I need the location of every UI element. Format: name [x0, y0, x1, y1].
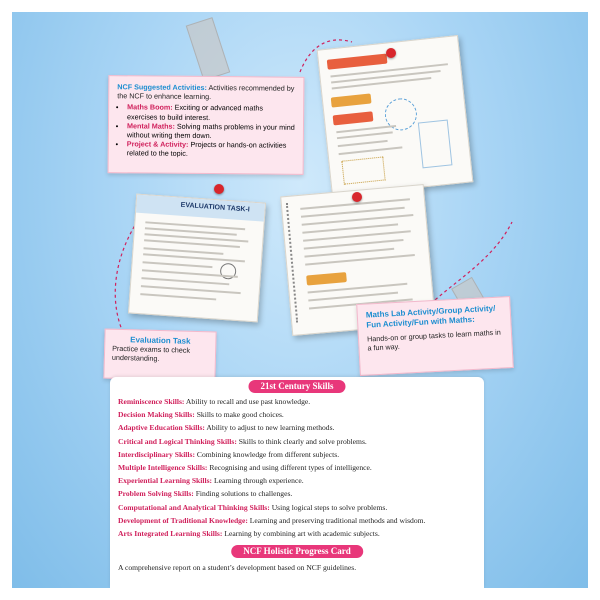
ncf-note-desc: Activities recommended by the NCF to enhance learning.	[117, 83, 295, 102]
ncf-activity-list	[117, 103, 295, 160]
book-page-thumbnail	[317, 35, 474, 197]
skills-list	[118, 395, 480, 540]
evaluation-task-note	[103, 329, 216, 382]
heading-bar	[327, 54, 388, 70]
pin-icon	[386, 48, 396, 58]
skills-panel	[110, 377, 484, 588]
report-text: A comprehensive report on a student’s development based on NCF guidelines.	[118, 563, 357, 572]
ncf-note-title: NCF Suggested Activities:	[117, 82, 207, 93]
skills-heading: 21st Century Skills	[248, 380, 345, 393]
list-item: Experiential Learning Skills: Learning through experience.	[118, 476, 304, 486]
ncf-activities-note	[108, 75, 305, 175]
pin-icon	[352, 192, 362, 202]
list-item: Critical and Logical Thinking Skills: Skills to think clearly and solve problems.	[118, 436, 367, 446]
evaluation-page-thumbnail	[128, 194, 266, 323]
list-item: Development of Traditional Knowledge: Learning and preserving traditional methods and wisdom.	[118, 515, 426, 525]
report-heading: NCF Holistic Progress Card	[231, 545, 363, 558]
list-item: • Project & Activity: Projects or hands-on activities related to the topic.	[127, 140, 295, 160]
list-item: • Maths Boom: Exciting or advanced maths exercises to build interest.	[127, 103, 295, 123]
figure-rect	[418, 120, 453, 169]
list-item: Decision Making Skills: Skills to make good choices.	[118, 410, 284, 420]
list-item: Reminiscence Skills: Ability to recall and use past knowledge.	[118, 397, 311, 406]
maths-lab-note-title: Maths Lab Activity/Group Activity/ Fun Activity/Fun with Maths:	[365, 303, 496, 330]
list-item: Interdisciplinary Skills: Combining knowledge from different subjects.	[118, 449, 340, 459]
list-item: Multiple Intelligence Skills: Recognising and using different types of intelligence.	[118, 463, 372, 473]
page	[12, 12, 588, 588]
list-item: Arts Integrated Learning Skills: Learning by combining art with academic subjects.	[118, 529, 380, 539]
tape	[186, 17, 231, 81]
pin-icon	[214, 184, 224, 194]
evaluation-note-text: Practice exams to check understanding.	[111, 343, 191, 364]
evaluation-note-title: Evaluation Task	[130, 335, 191, 346]
list-item: • Mental Maths: Solving maths problems in your mind without writing them down.	[127, 121, 295, 141]
list-item: Adaptive Education Skills: Ability to adjust to new learning methods.	[118, 423, 335, 433]
list-item: Computational and Analytical Thinking Skills: Using logical steps to solve problems.	[118, 502, 388, 512]
maths-lab-note	[356, 296, 514, 376]
list-item: Problem Solving Skills: Finding solutions to challenges.	[118, 489, 293, 499]
maths-lab-note-text: Hands-on or group tasks to learn maths in a fun way.	[366, 327, 501, 353]
evaluation-thumbnail-title: EVALUATION TASK-I	[180, 201, 250, 214]
